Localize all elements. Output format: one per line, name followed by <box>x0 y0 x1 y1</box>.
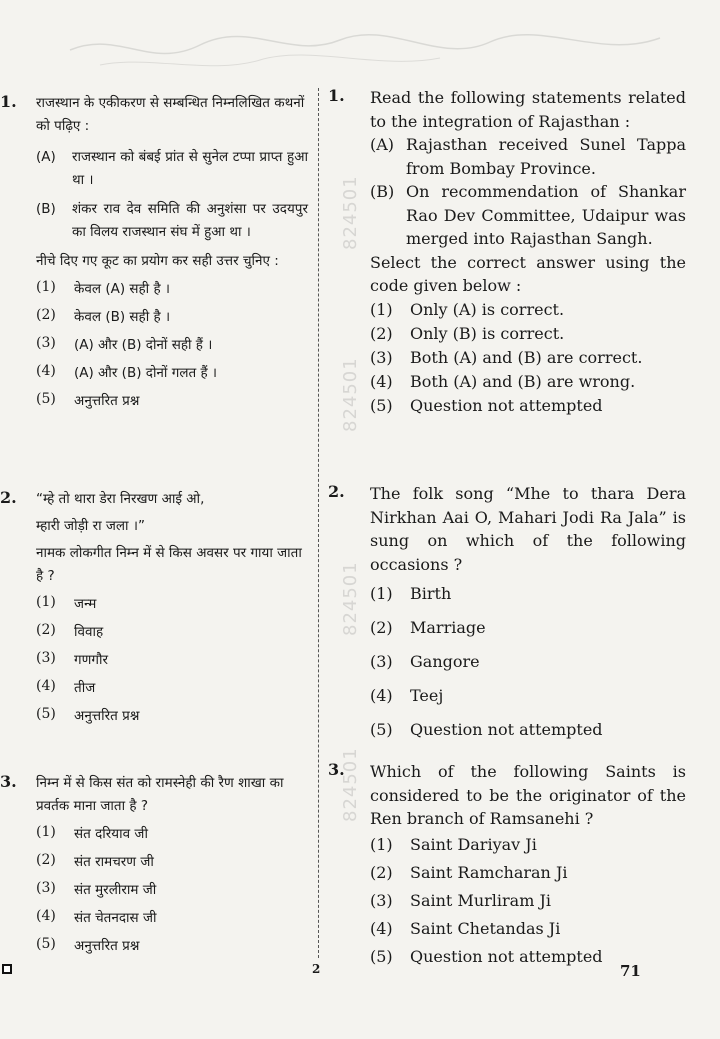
option-3: (3) (A) और (B) दोनों सही हैं । <box>36 335 213 353</box>
pencil-scribble <box>60 20 700 80</box>
option-2: (2) विवाह <box>36 622 104 640</box>
question-stem: Read the following statements related to the integration of Rajasthan : <box>370 88 686 131</box>
question-1-english <box>328 86 714 420</box>
option-3: (3) संत मुरलीराम जी <box>36 880 157 898</box>
option-5: (5) Question not attempted <box>370 395 603 415</box>
watermark-code: 824501 <box>340 561 361 636</box>
option-5: (5) अनुत्तरित प्रश्न <box>36 936 140 954</box>
option-3: (3) Gangore <box>370 652 480 671</box>
option-4: (4) Teej <box>370 686 444 705</box>
option-5: (5) अनुत्तरित प्रश्न <box>36 391 140 409</box>
option-1: (1) केवल (A) सही है । <box>36 279 171 297</box>
option-4: (4) (A) और (B) दोनों गलत हैं । <box>36 363 218 381</box>
option-3: (3) Saint Murliram Ji <box>370 890 551 910</box>
question-stem: The folk song “Mhe to thara Dera Nirkhan Aai O, Mahari Jodi Ra Jala” is sung on which of the following occasions ? <box>370 484 686 574</box>
statement-b: (B) On recommendation of Shankar Rao Dev Committee, Udaipur was merged into Rajasthan Sangh. <box>370 182 686 248</box>
option-4: (4) Both (A) and (B) are wrong. <box>370 371 636 391</box>
song-line-1: “म्हे तो थारा डेरा निरखण आई ओ, <box>36 491 205 507</box>
option-2: (2) Saint Ramcharan Ji <box>370 862 568 882</box>
option-4: (4) तीज <box>36 678 96 696</box>
question-number: 3. <box>328 760 345 779</box>
watermark-code: 824501 <box>340 175 361 250</box>
page-number-right: 71 <box>620 962 641 980</box>
question-2-hindi <box>0 488 312 734</box>
option-1: (1) संत दरियाव जी <box>36 824 148 842</box>
option-2: (2) Only (B) is correct. <box>370 323 565 343</box>
question-3-hindi <box>0 772 312 964</box>
question-number: 2. <box>0 488 17 507</box>
question-2-english <box>328 482 714 754</box>
question-number: 1. <box>328 86 345 105</box>
statement-b: (B) शंकर राव देव समिति की अनुशंसा पर उदयपुर का विलय राजस्थान संघ में हुआ था । <box>36 201 308 240</box>
question-stem: नामक लोकगीत निम्न में से किस अवसर पर गाया जाता है ? <box>36 545 302 584</box>
question-stem: राजस्थान के एकीकरण से सम्बन्धित निम्नलिखित कथनों को पढ़िए : <box>36 95 305 134</box>
option-5: (5) अनुत्तरित प्रश्न <box>36 706 140 724</box>
question-3-english <box>328 760 714 975</box>
option-1: (1) Saint Dariyav Ji <box>370 834 537 854</box>
option-2: (2) केवल (B) सही है । <box>36 307 171 325</box>
option-1: (1) Birth <box>370 584 452 603</box>
option-3: (3) गणगौर <box>36 650 108 668</box>
statement-a: (A) राजस्थान को बंबई प्रांत से सुनेल टप्पा प्राप्त हुआ था । <box>36 149 308 188</box>
column-divider <box>318 88 319 958</box>
question-number: 1. <box>0 92 17 111</box>
question-stem: Which of the following Saints is considered to be the originator of the Ren branch of Ramsanehi ? <box>370 762 686 828</box>
song-line-2: म्हारी जोड़ी रा जला ।” <box>36 518 145 534</box>
option-4: (4) संत चेतनदास जी <box>36 908 157 926</box>
question-1-hindi <box>0 92 312 419</box>
question-number: 3. <box>0 772 17 791</box>
registration-mark <box>2 964 12 974</box>
question-instruction: नीचे दिए गए कूट का प्रयोग कर सही उत्तर चुनिए : <box>36 253 279 269</box>
option-2: (2) संत रामचरण जी <box>36 852 154 870</box>
watermark-code: 824501 <box>340 357 361 432</box>
option-5: (5) Question not attempted <box>370 720 603 739</box>
watermark-code: 824501 <box>340 747 361 822</box>
question-instruction: Select the correct answer using the code given below : <box>370 252 686 295</box>
option-3: (3) Both (A) and (B) are correct. <box>370 347 643 367</box>
option-4: (4) Saint Chetandas Ji <box>370 918 561 938</box>
option-5: (5) Question not attempted <box>370 946 603 966</box>
statement-a: (A) Rajasthan received Sunel Tappa from Bombay Province. <box>370 135 686 178</box>
option-2: (2) Marriage <box>370 618 486 637</box>
option-1: (1) Only (A) is correct. <box>370 299 565 319</box>
option-1: (1) जन्म <box>36 594 97 612</box>
question-stem: निम्न में से किस संत को रामस्नेही की रैण शाखा का प्रवर्तक माना जाता है ? <box>36 775 284 814</box>
page-number-left: 2 <box>312 962 321 976</box>
question-number: 2. <box>328 482 345 501</box>
